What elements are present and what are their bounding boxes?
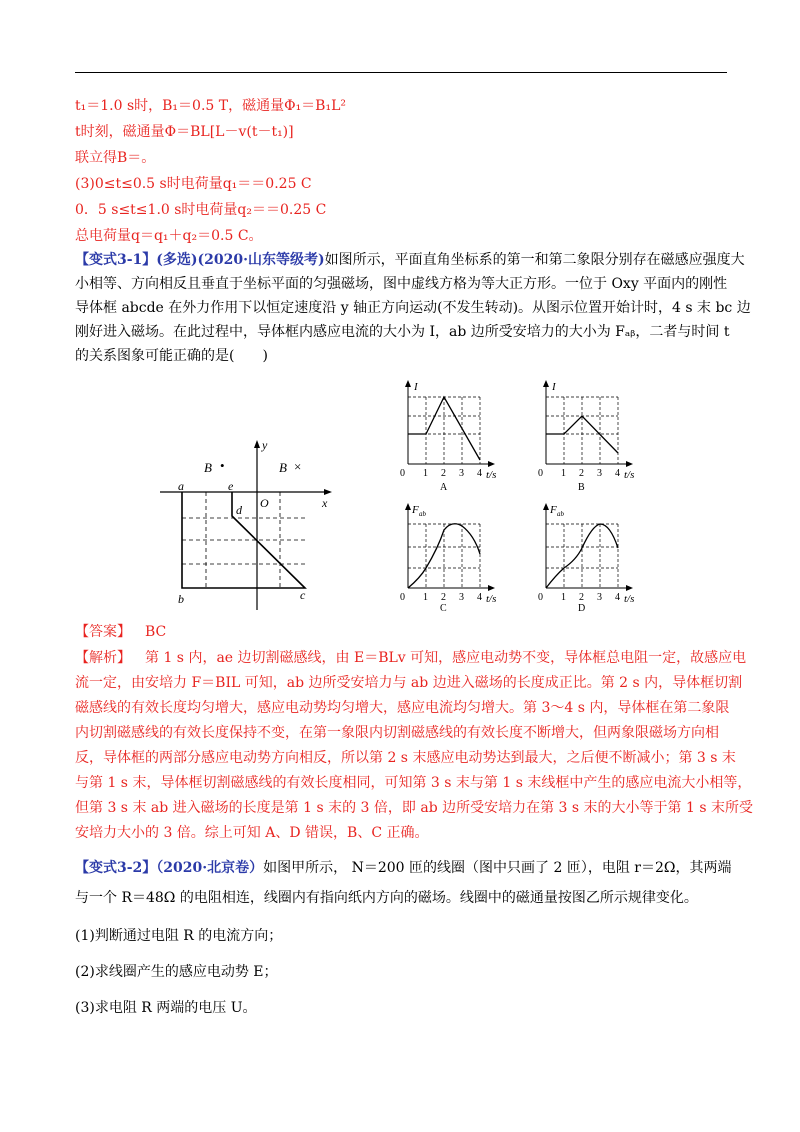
tick-label: 1 [423,592,428,603]
analysis-line: 安培力大小的 3 倍。综上可知 A、D 错误，B、C 正确。 [75,825,429,841]
answer-line [75,622,166,642]
graph-axis-label: F [412,504,419,516]
dot-symbol: • [220,458,225,473]
fig-label-O: O [260,496,269,510]
question-line: 刚好进入磁场。在此过程中，导体框内感应电流的大小为 I，ab 边所受安培力的大小为 Fₐᵦ，二者与时间 t [75,324,730,340]
graph-title: D [578,603,586,614]
analysis-label: 【解析】 [75,650,131,666]
tick-label: 3 [459,592,464,603]
graph-axis-t: t/s [624,593,635,605]
tick-label: 0 [538,592,543,603]
solution-line: 联立得B＝。 [75,150,156,166]
fig-label-e: e [228,479,234,493]
graph-title: C [440,603,447,614]
solution-line: 0．5 s≤t≤1.0 s时电荷量q₂＝＝0.25 C [75,202,327,218]
graph-axis-label: I [414,381,418,393]
question-line: 的关系图象可能正确的是( ) [75,348,268,364]
fig-label-B-cross: B [279,460,287,475]
tick-label: 2 [441,468,446,479]
graph-axis-label: I [552,381,556,393]
fig-label-c: c [300,588,306,602]
tick-label: 4 [477,468,482,479]
graph-B [538,380,634,493]
tick-label: 3 [597,592,602,603]
graph-axis-sub: ab [419,510,426,518]
question-line: 如图所示，平面直角坐标系的第一和第二象限分别存在磁感应强度大 [324,252,745,268]
graph-title: A [440,482,448,493]
fig-label-a: a [178,479,184,493]
graph-D [538,503,634,614]
tick-label: 0 [400,468,405,479]
graph-axis-t: t/s [486,469,497,481]
analysis-line: 但第 3 s 末 ab 进入磁场的长度是第 1 s 末的 3 倍，即 ab 边所受安培力在第 3 s 末的大小等于第 1 s 末所受 [75,800,753,816]
variant-3-1-tag: 【变式3-1】(多选)(2020·山东等级考) [75,252,325,268]
graph-axis-t: t/s [624,469,635,481]
tick-label: 4 [615,468,620,479]
tick-label: 0 [538,468,543,479]
fig-label-x: x [322,496,328,510]
tick-label: 1 [561,468,566,479]
tick-label: 4 [615,592,620,603]
tick-label: 3 [597,468,602,479]
analysis-line: 反，导体框的两部分感应电动势方向相反，所以第 2 s 末感应电动势达到最大，之后便不断减小；第 3 s 末 [75,750,736,766]
tick-label: 2 [579,468,584,479]
tick-label: 1 [561,592,566,603]
tick-label: 2 [441,592,446,603]
solution-line: t时刻，磁通量Φ＝BL[L－v(t－t₁)] [75,124,294,140]
cross-symbol: × [294,459,302,474]
question-line: 如图甲所示， N＝200 匝的线圈（图中只画了 2 匝），电阻 r＝2Ω，其两端 [263,860,732,876]
sub-question-1: (1)判断通过电阻 R 的电流方向； [75,928,283,944]
tick-label: 1 [423,468,428,479]
physics-figure [150,375,660,615]
fig-label-b: b [178,592,184,606]
analysis-line: 流一定，由安培力 F＝BIL 可知，ab 边所受安培力与 ab 边进入磁场的长度成正比。第 2 s 内，导体框切割 [75,675,743,691]
graph-axis-t: t/s [486,593,497,605]
analysis-line: 磁感线的有效长度均匀增大，感应电动势均匀增大，感应电流均匀增大。第 3～4 s 内，导体框在第二象限 [75,700,730,716]
graph-title: B [578,482,585,493]
graph-C [400,503,496,614]
sub-question-2: (2)求线圈产生的感应电动势 E； [75,964,278,980]
sub-question-3: (3)求电阻 R 两端的电压 U。 [75,1000,257,1016]
solution-line: (3)0≤t≤0.5 s时电荷量q₁＝＝0.25 C [75,176,312,192]
question-line: 小相等、方向相反且垂直于坐标平面的匀强磁场，图中虚线方格为等大正方形。一位于 Oxy 平面内的刚性 [75,276,728,292]
analysis-line: 与第 1 s 末，导体框切割磁感线的有效长度相同，可知第 3 s 末与第 1 s 末线框中产生的感应电流大小相等， [75,775,752,791]
solution-line: 总电荷量q＝q₁＋q₂＝0.5 C。 [75,228,263,244]
question-line: 与一个 R＝48Ω 的电阻相连，线圈内有指向纸内方向的磁场。线圈中的磁通量按图乙所示规律变化。 [75,890,698,906]
question-line: 导体框 abcde 在外力作用下以恒定速度沿 y 轴正方向运动(不发生转动)。从图示位置开始计时，4 s 末 bc 边 [75,300,751,316]
graph-axis-label: F [550,504,557,516]
tick-label: 0 [400,592,405,603]
fig-label-d: d [236,503,242,517]
fig-label-B-dot: B [204,460,212,475]
answer-label: 【答案】 [75,624,131,640]
analysis-line: 第 1 s 内，ae 边切割磁感线，由 E＝BLv 可知，感应电动势不变，导体框总电阻一定，故感应电 [145,650,747,666]
header-rule [75,72,727,73]
fig-label-y: y [262,438,268,452]
solution-line: t₁＝1.0 s时，B₁＝0.5 T，磁通量Φ₁＝B₁L² [75,98,346,114]
tick-label: 2 [579,592,584,603]
tick-label: 4 [477,592,482,603]
graph-axis-sub: ab [557,510,564,518]
graph-A [400,380,496,493]
field-diagram [160,438,332,610]
answer-value: BC [145,624,167,640]
variant-3-2-tag: 【变式3-2】（2020·北京卷） [75,860,264,876]
tick-label: 3 [459,468,464,479]
analysis-line: 内切割磁感线的有效长度保持不变，在第一象限内切割磁感线的有效长度不断增大，但两象限磁场方向相 [75,725,719,741]
